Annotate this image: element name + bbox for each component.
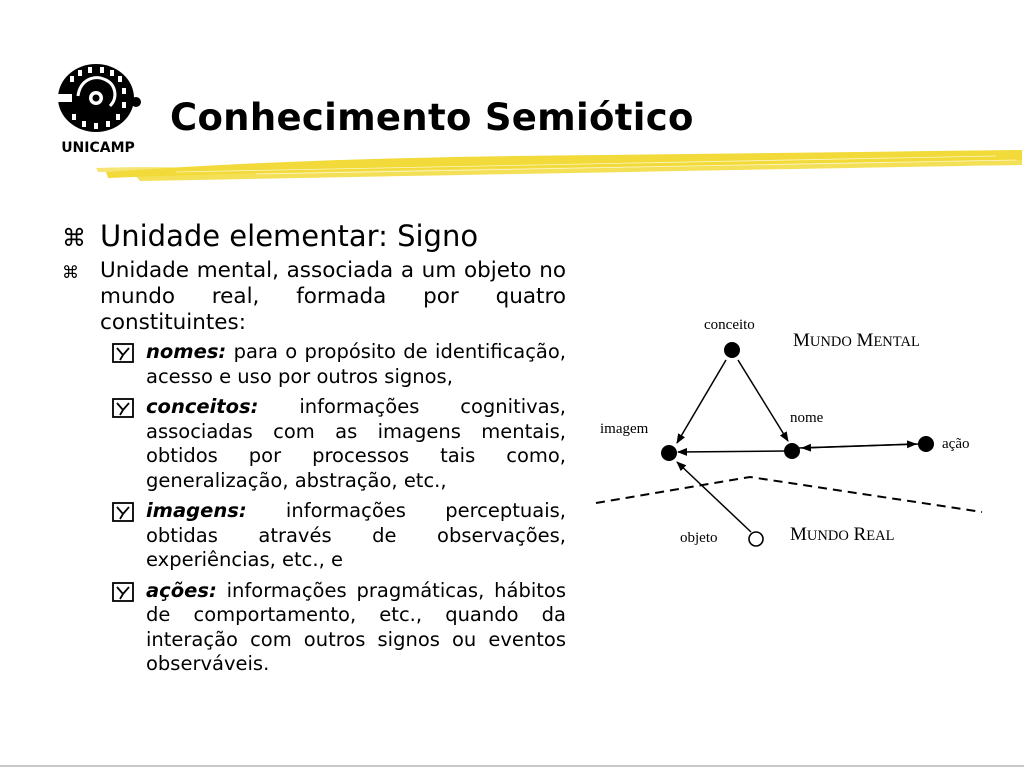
term-label: imagens: xyxy=(146,499,247,522)
bullet-level1-signo xyxy=(62,218,566,254)
term-description: para o propósito de identificação, acesso e uso por outros signos, xyxy=(146,340,566,388)
slide-bottom-divider xyxy=(0,765,1024,767)
node-objeto xyxy=(749,532,763,546)
label-mundo-mental: MUNDO MENTAL xyxy=(793,330,920,351)
checkbox-y-icon xyxy=(112,502,134,522)
arrow-nome-imagem xyxy=(678,451,786,452)
label-mundo-real: MUNDO REAL xyxy=(790,524,895,545)
bullet-text: Unidade mental, associada a um objeto no mundo real, formada por quatro constituintes: xyxy=(100,258,566,335)
term-description: informações cognitivas, associadas com as imagens mentais, obtidos por processos tais como, generalização, abstração, etc., xyxy=(146,395,566,492)
arrow-conceito-nome xyxy=(738,360,788,441)
command-key-icon: ⌘ xyxy=(62,224,86,252)
node-acao xyxy=(918,436,934,452)
world-boundary-dashed-line xyxy=(596,477,982,512)
title-underline-brush xyxy=(96,146,1024,184)
bullet-item-imagens xyxy=(62,499,566,573)
bullet-item-conceitos xyxy=(62,395,566,493)
term-description: informações pragmáticas, hábitos de comportamento, etc., quando da interação com outros signos ou eventos observáveis. xyxy=(146,578,566,675)
label-nome: nome xyxy=(790,410,824,426)
checkbox-y-icon xyxy=(112,582,134,602)
term-label: nomes: xyxy=(146,340,227,363)
term-description: informações perceptuais, obtidas através de observações, experiências, etc., e xyxy=(146,499,566,571)
arrow-conceito-imagem xyxy=(677,360,726,443)
label-acao: ação xyxy=(942,436,970,452)
label-objeto: objeto xyxy=(680,530,718,546)
label-conceito: conceito xyxy=(704,317,755,333)
node-nome xyxy=(784,443,800,459)
label-imagem: imagem xyxy=(600,421,649,437)
logo-text: UNICAMP xyxy=(61,140,135,156)
node-imagem xyxy=(661,445,677,461)
bullet-level1-unidade-mental xyxy=(62,258,566,336)
term-label: conceitos: xyxy=(146,395,259,418)
node-conceito xyxy=(724,342,740,358)
checkbox-y-icon xyxy=(112,398,134,418)
arrow-objeto-imagem xyxy=(677,462,751,532)
bullet-item-nomes xyxy=(62,340,566,389)
term-label: ações: xyxy=(146,578,217,602)
checkbox-y-icon xyxy=(112,343,134,363)
command-key-icon: ⌘ xyxy=(62,263,79,283)
unicamp-logo xyxy=(48,58,148,158)
semiotic-diagram xyxy=(590,310,990,560)
bullet-list xyxy=(62,218,566,683)
arrow-nome-acao xyxy=(798,444,916,448)
page-title: Conhecimento Semiótico xyxy=(170,96,694,139)
bullet-item-acoes xyxy=(62,579,566,677)
bullet-text: Unidade elementar: Signo xyxy=(100,219,479,253)
